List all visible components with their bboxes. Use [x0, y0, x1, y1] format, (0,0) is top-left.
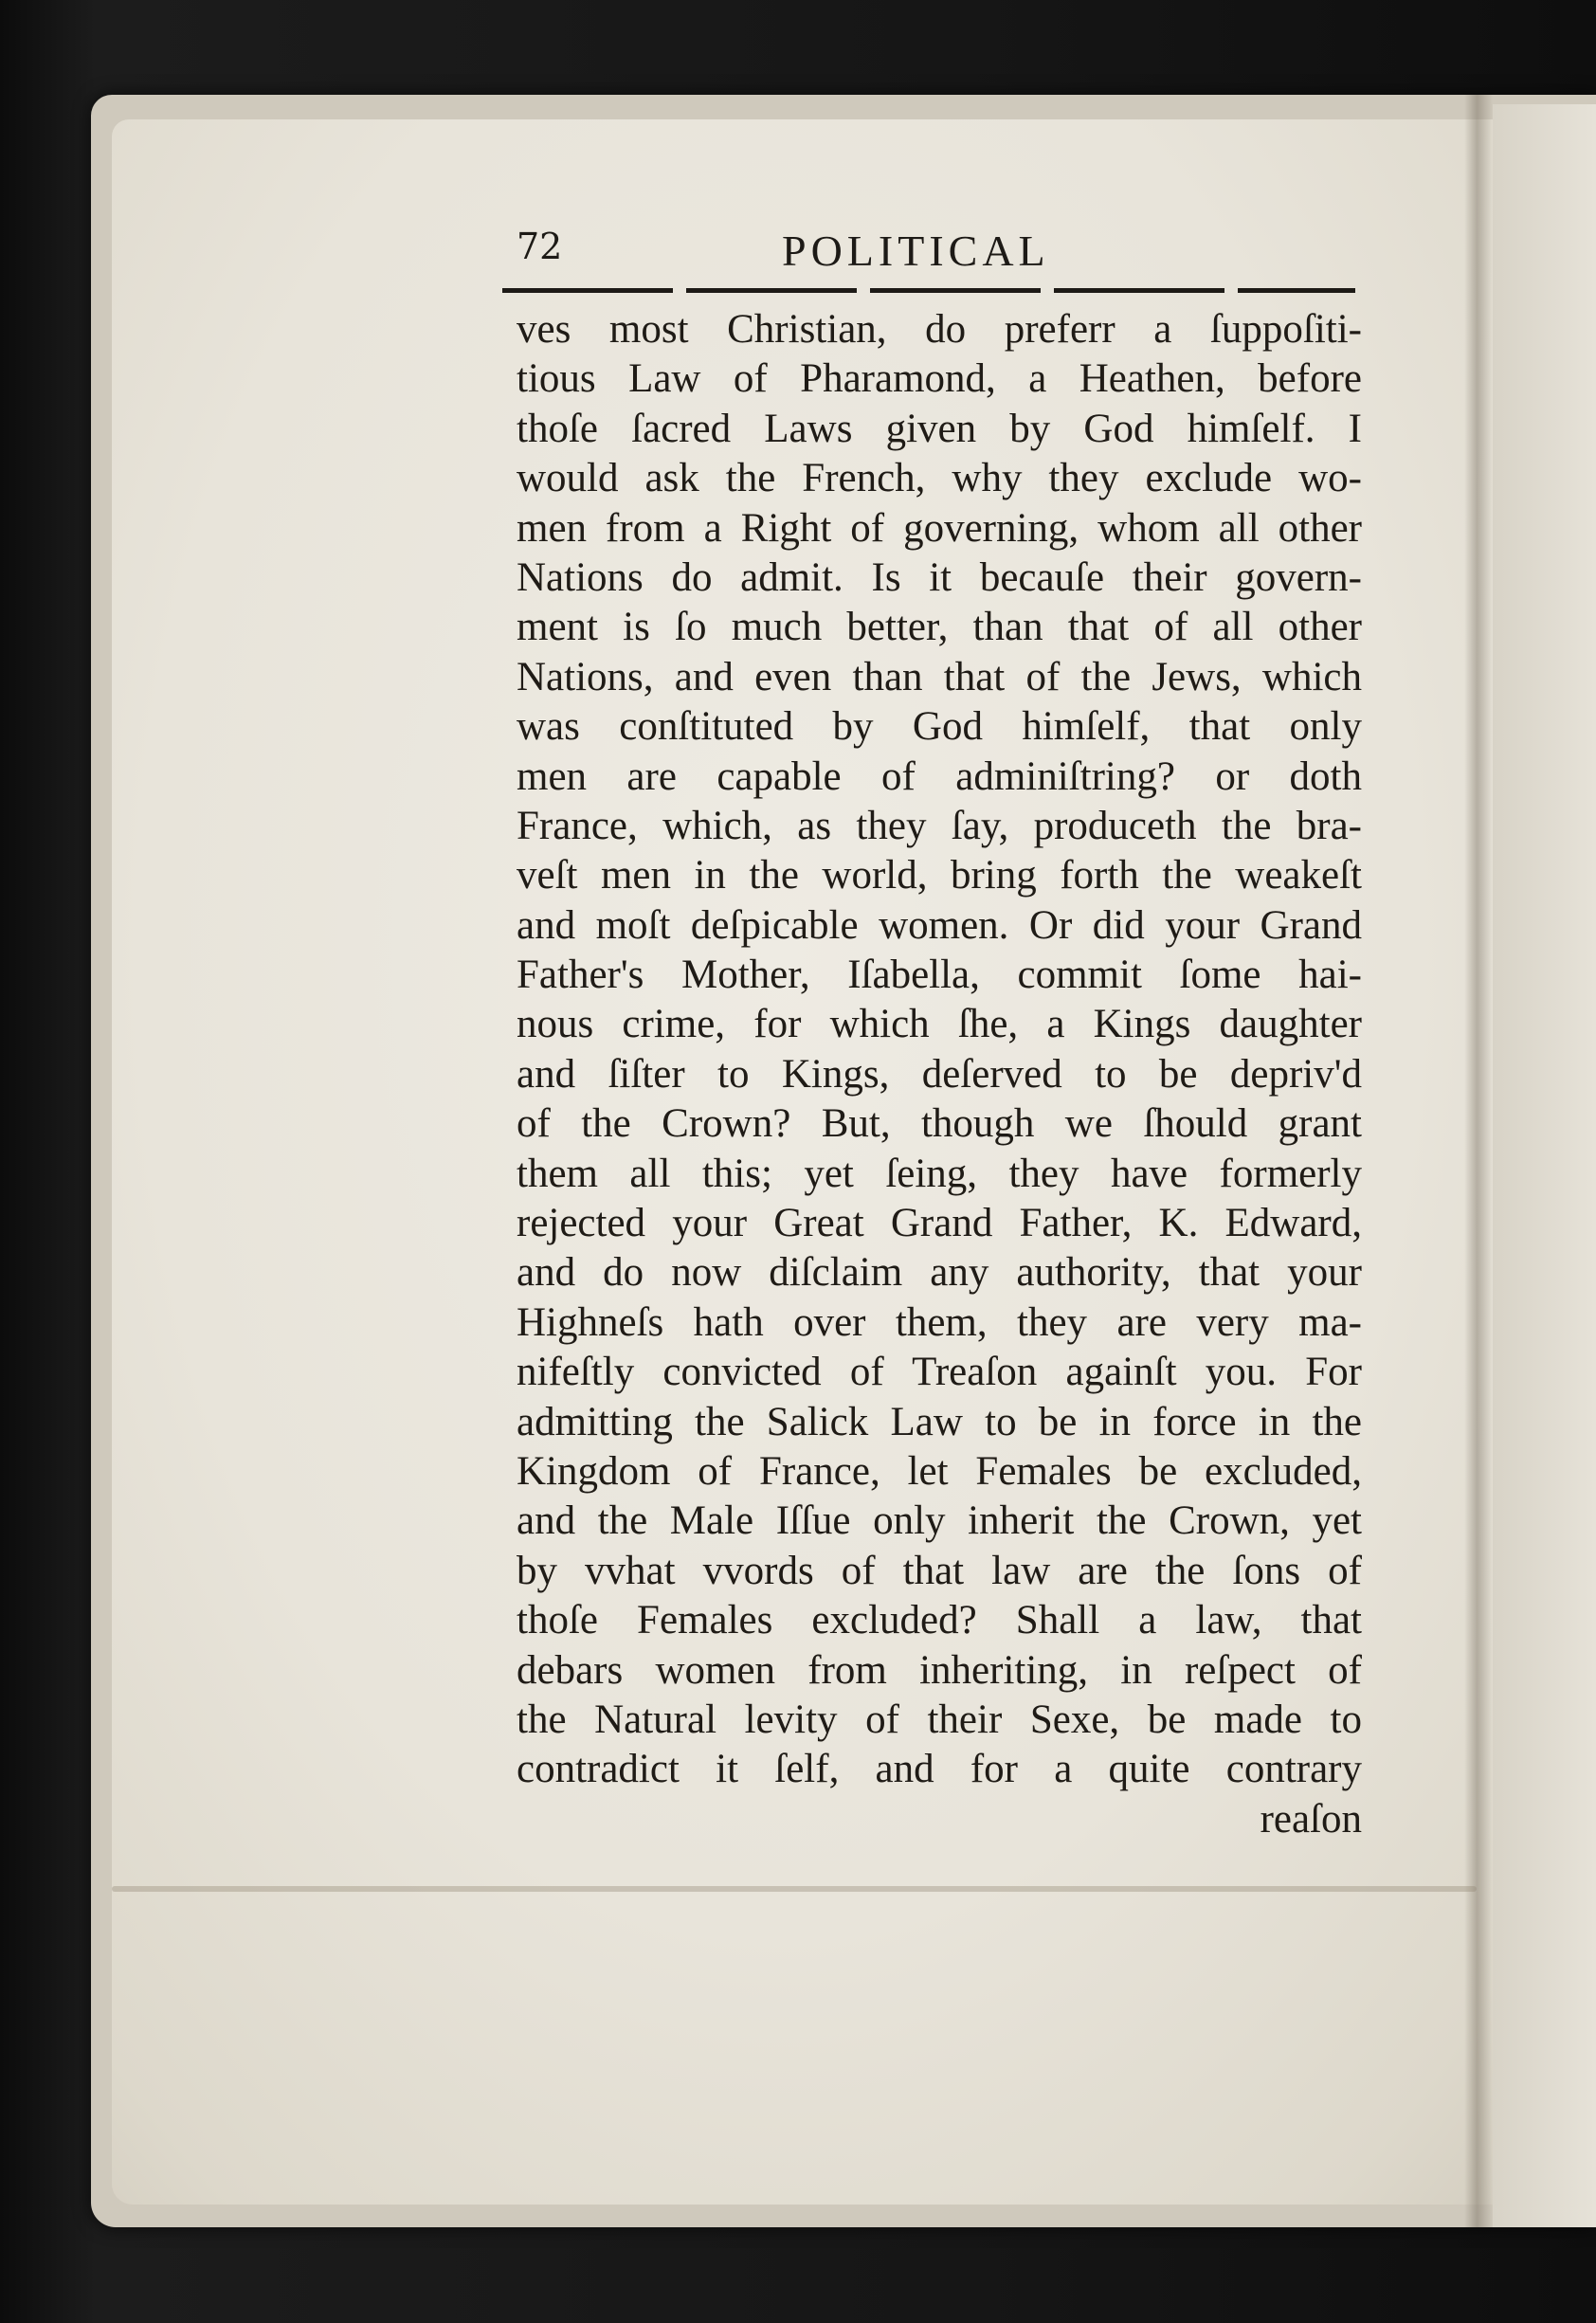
- text-line: Highneſs hath over them, they are very ma-: [517, 1299, 1362, 1345]
- text-line: tious Law of Pharamond, a Heathen, before: [517, 356, 1362, 402]
- text-line: Nations do admit. Is it becauſe their govern-: [517, 554, 1362, 600]
- running-head: POLITICAL: [782, 227, 1050, 275]
- page-fold-edge: [112, 1886, 1477, 1892]
- text-line: and the Male Iſſue only inherit the Crown, yet: [517, 1498, 1362, 1544]
- text-line: admitting the Salick Law to be in force in the: [517, 1399, 1362, 1444]
- text-line: ment is ſo much better, than that of all other: [517, 605, 1362, 650]
- text-line: the Natural levity of their Sexe, be made to: [517, 1697, 1362, 1742]
- header-rule: [502, 288, 1355, 293]
- text-line: ves most Christian, do preferr a ſuppoſiti-: [517, 307, 1362, 352]
- text-line: men from a Right of governing, whom all other: [517, 505, 1362, 551]
- text-line: and ſiſter to Kings, deſerved to be depriv'd: [517, 1051, 1362, 1097]
- text-line: Kingdom of France, let Females be excluded,: [517, 1448, 1362, 1494]
- text-line: debars women from inheriting, in reſpect of: [517, 1647, 1362, 1693]
- text-line: and do now diſclaim any authority, that your: [517, 1250, 1362, 1296]
- book-gutter: [1464, 95, 1493, 2227]
- text-line: nous crime, for which ſhe, a Kings daughter: [517, 1002, 1362, 1047]
- text-line: thoſe Females excluded? Shall a law, that: [517, 1598, 1362, 1643]
- text-line: contradict it ſelf, and for a quite contrary: [517, 1747, 1362, 1792]
- text-line: Nations, and even than that of the Jews, which: [517, 654, 1362, 699]
- page-header: [517, 226, 1379, 273]
- text-line: and moſt deſpicable women. Or did your Grand: [517, 902, 1362, 948]
- text-line: them all this; yet ſeing, they have formerly: [517, 1151, 1362, 1196]
- text-line: nifeſtly convicted of Treaſon againſt you. For: [517, 1350, 1362, 1395]
- facing-page: [1493, 104, 1596, 2227]
- text-line: men are capable of adminiſtring? or doth: [517, 753, 1362, 799]
- text-line: would ask the French, why they exclude wo-: [517, 456, 1362, 501]
- page-number: 72: [517, 226, 563, 267]
- text-line: Father's Mother, Iſabella, commit ſome hai-: [517, 953, 1362, 998]
- text-line: rejected your Great Grand Father, K. Edward,: [517, 1201, 1362, 1246]
- text-line: France, which, as they ſay, produceth the bra-: [517, 803, 1362, 848]
- catchword: reaſon: [1260, 1796, 1362, 1842]
- text-line: of the Crown? But, though we ſhould grant: [517, 1101, 1362, 1147]
- text-line: thoſe ſacred Laws given by God himſelf. I: [517, 406, 1362, 451]
- text-line: by vvhat vvords of that law are the ſons of: [517, 1548, 1362, 1593]
- body-text: [517, 305, 1362, 1844]
- text-line: was conſtituted by God himſelf, that only: [517, 704, 1362, 750]
- text-line: veſt men in the world, bring forth the weakeſt: [517, 853, 1362, 898]
